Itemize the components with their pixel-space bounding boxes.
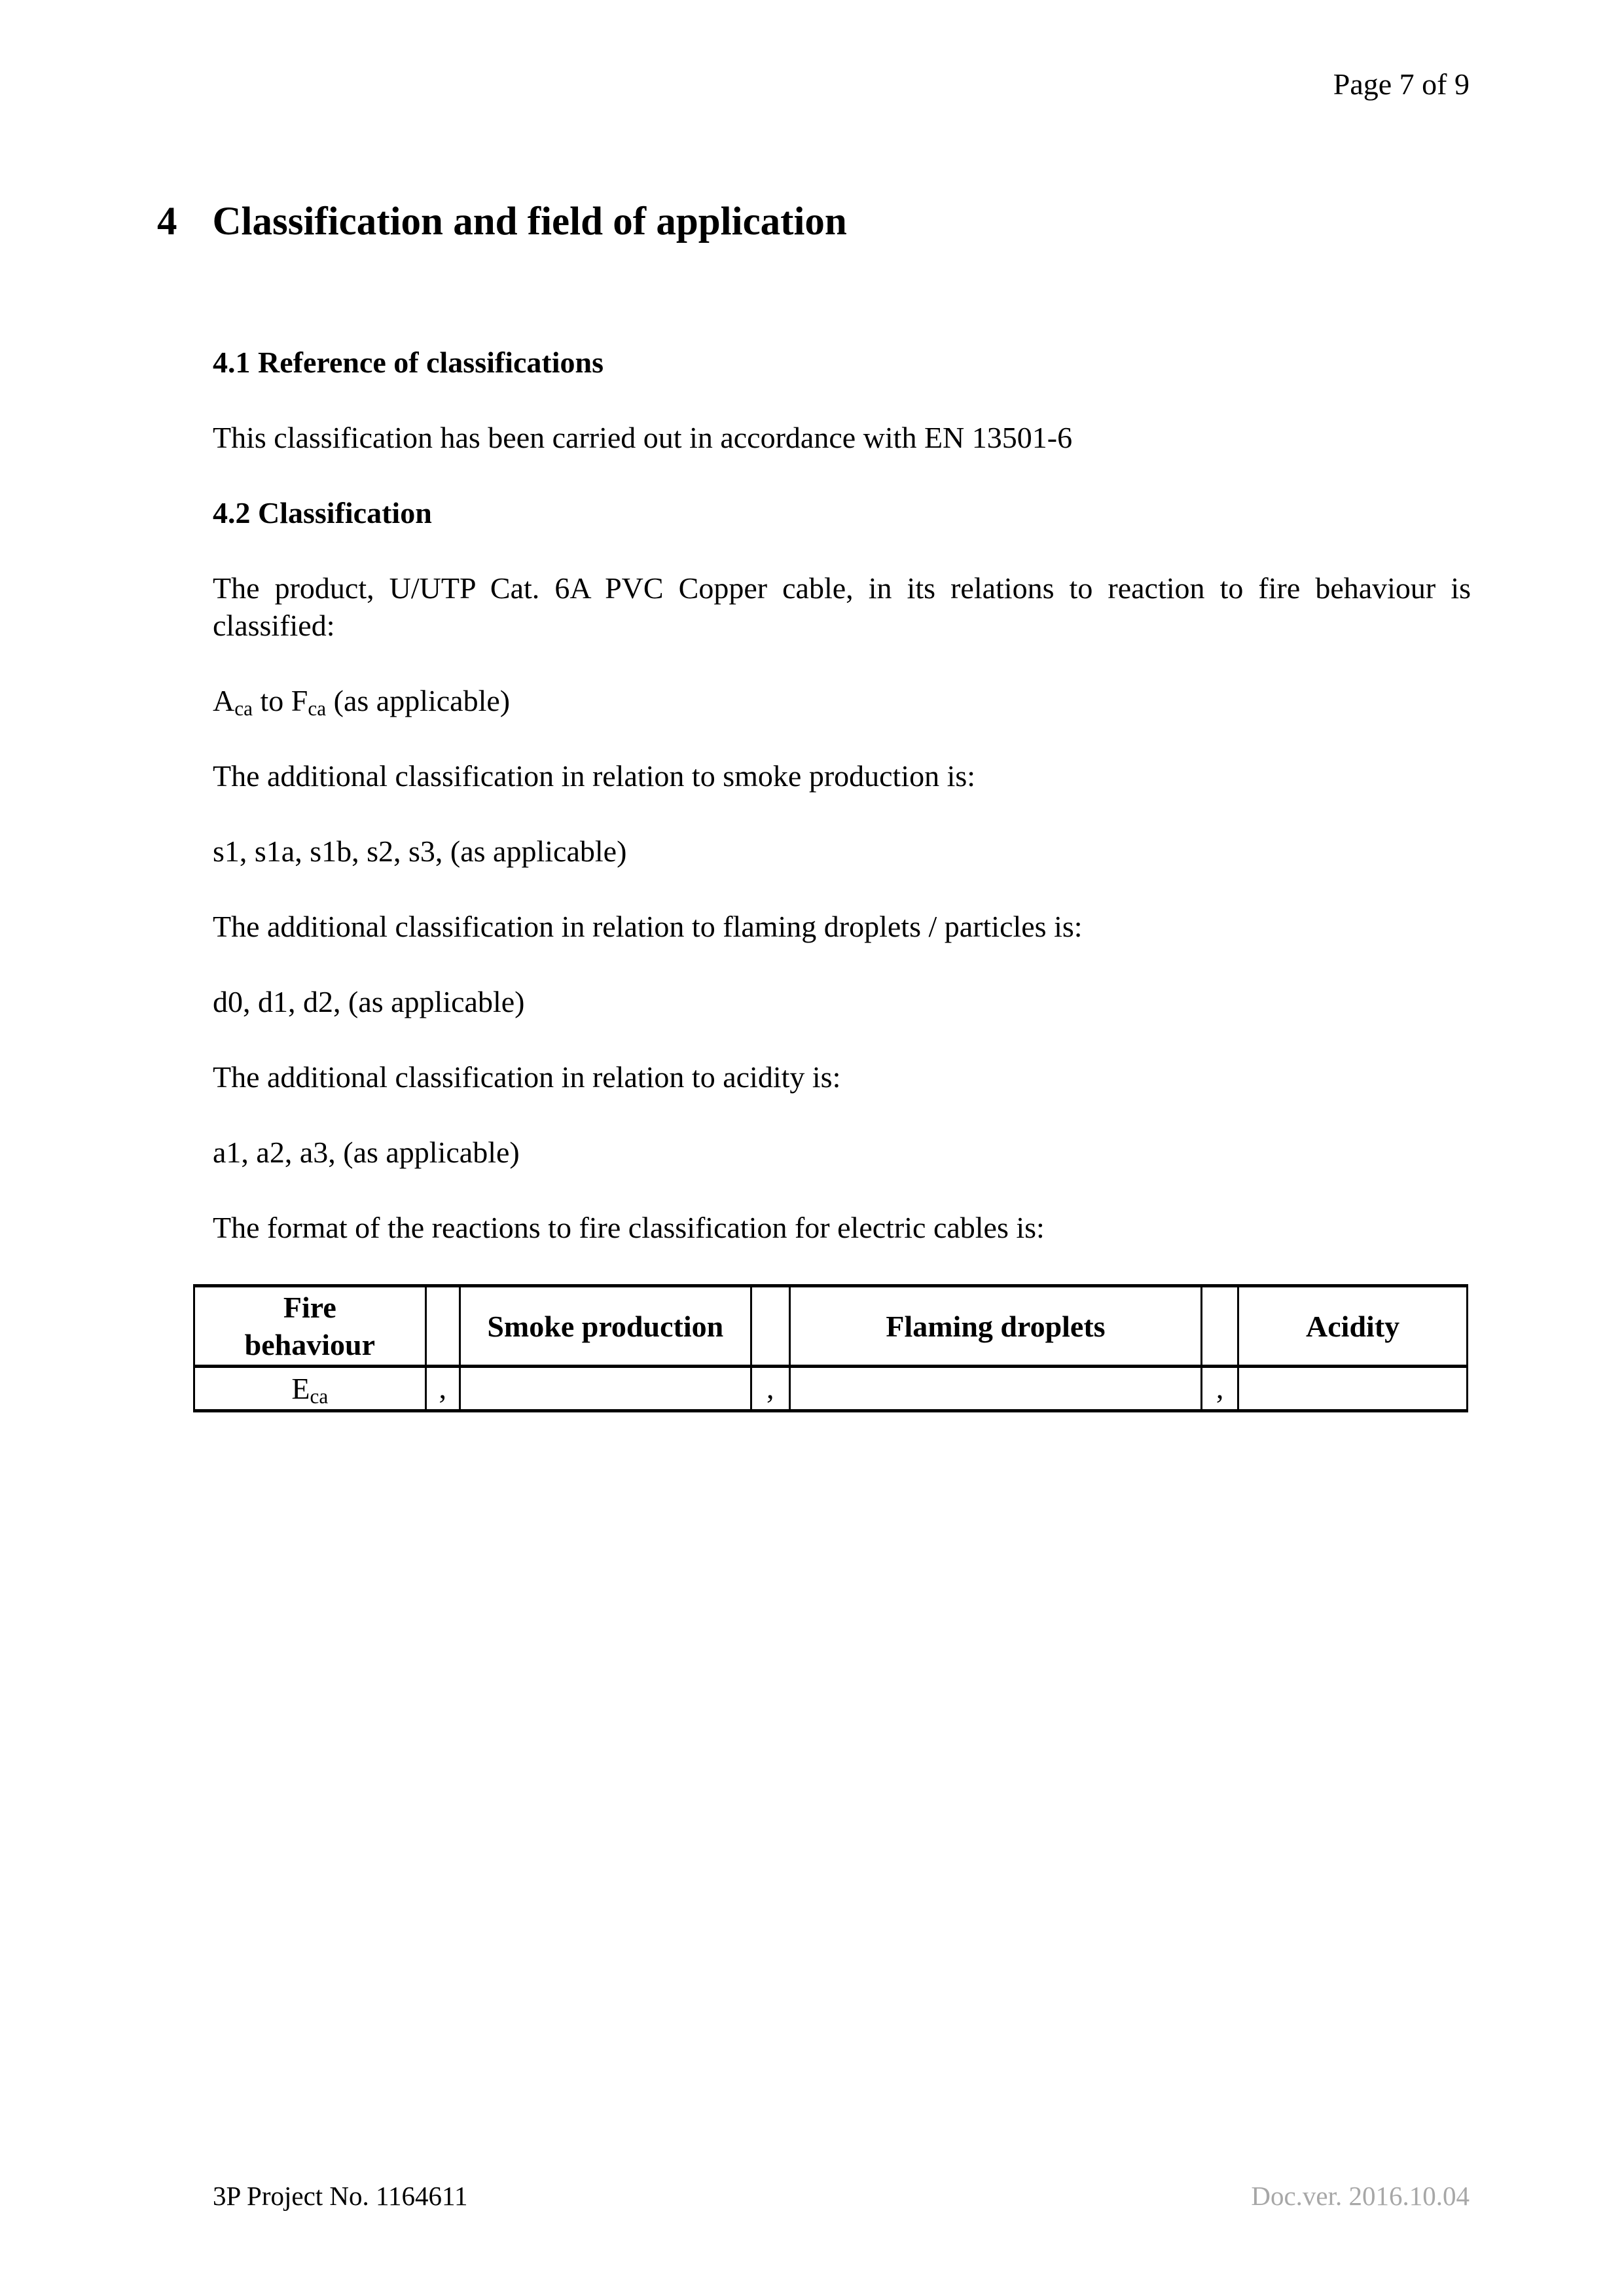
- classification-format-table: [193, 1284, 1468, 1412]
- paragraph-reference: This classification has been carried out in accordance with EN 13501-6: [213, 421, 1073, 454]
- page-number: Page 7 of 9: [1333, 67, 1470, 101]
- page-footer: [213, 2179, 1470, 2212]
- paragraph-smoke-intro: The additional classification in relation to smoke production is:: [213, 759, 976, 793]
- table-data-row: [194, 1367, 1468, 1411]
- chapter-heading: [157, 198, 847, 245]
- section-4-2-heading: 4.2 Classification: [213, 496, 432, 529]
- line-smoke-classes: s1, s1a, s1b, s2, s3, (as applicable): [213, 834, 627, 868]
- column-header-separator-1: [425, 1286, 460, 1367]
- table-header-row: [194, 1286, 1468, 1367]
- cell-acidity-value: [1238, 1367, 1468, 1411]
- fire-class-a-subscript: ca: [234, 696, 253, 720]
- cell-comma-2: ,: [751, 1367, 789, 1411]
- cell-flaming-value: [789, 1367, 1201, 1411]
- paragraph-acidity-intro: The additional classification in relation to acidity is:: [213, 1060, 841, 1094]
- chapter-number: 4: [157, 200, 177, 243]
- fire-class-e-subscript: ca: [310, 1384, 329, 1408]
- cell-comma-1: ,: [425, 1367, 460, 1411]
- fire-class-a: A: [213, 684, 235, 717]
- cell-comma-3: ,: [1202, 1367, 1238, 1411]
- document-body: [213, 344, 1471, 1412]
- paragraph-format-intro: The format of the reactions to fire classification for electric cables is:: [213, 1211, 1045, 1244]
- chapter-title: Classification and field of application: [212, 200, 847, 243]
- line-fire-behaviour-classes: [213, 682, 1471, 719]
- fire-class-mid: to: [253, 684, 291, 717]
- fire-class-tail: (as applicable): [326, 684, 511, 717]
- column-header-flaming-droplets: Flaming droplets: [789, 1286, 1201, 1367]
- document-version: Doc.ver. 2016.10.04: [1251, 2181, 1470, 2211]
- column-header-separator-2: [751, 1286, 789, 1367]
- fire-class-f-subscript: ca: [308, 696, 327, 720]
- fire-class-e: E: [291, 1372, 310, 1405]
- fire-class-f: F: [291, 684, 308, 717]
- paragraph-product: The product, U/UTP Cat. 6A PVC Copper cable, in its relations to reaction to fire behaviour is classified:: [213, 571, 1471, 642]
- column-header-acidity: Acidity: [1238, 1286, 1468, 1367]
- line-acidity-classes: a1, a2, a3, (as applicable): [213, 1136, 520, 1169]
- cell-fire-behaviour-value: [194, 1367, 426, 1411]
- cell-smoke-value: [460, 1367, 751, 1411]
- project-number: 3P Project No. 1164611: [213, 2181, 468, 2211]
- line-droplets-classes: d0, d1, d2, (as applicable): [213, 985, 525, 1018]
- column-header-separator-3: [1202, 1286, 1238, 1367]
- column-header-smoke-production: Smoke production: [460, 1286, 751, 1367]
- paragraph-droplets-intro: The additional classification in relation to flaming droplets / particles is:: [213, 910, 1083, 943]
- section-4-1-heading: 4.1 Reference of classifications: [213, 346, 604, 379]
- column-header-fire-behaviour: Fire behaviour: [194, 1286, 426, 1367]
